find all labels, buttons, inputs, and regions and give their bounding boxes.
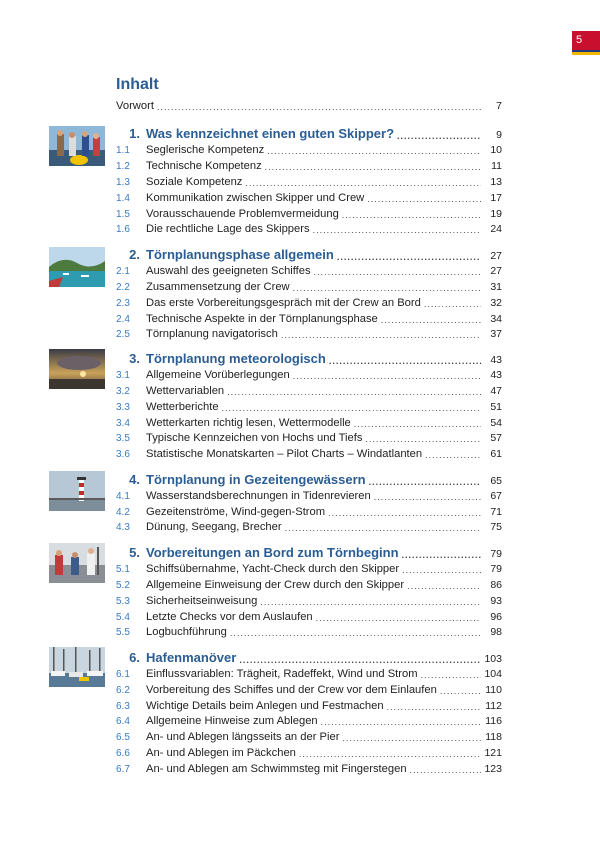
section-number: 3.3 [116, 402, 130, 413]
section-title: Gezeitenströme, Wind-gegen-Strom [146, 506, 326, 518]
section-number: 1.6 [116, 224, 130, 235]
section-title: Statistische Monatskarten – Pilot Charts – Windatlanten [146, 448, 423, 460]
dot-leader [440, 686, 481, 696]
section-page: 86 [490, 579, 502, 591]
dot-leader [293, 283, 481, 293]
section-page: 19 [490, 208, 502, 220]
chapter-number: 2. [129, 247, 140, 262]
section-page: 43 [490, 369, 502, 381]
toc-entry[interactable] [116, 326, 502, 340]
section-title: An- und Ablegen längsseits an der Pier [146, 731, 340, 743]
toc-entry[interactable] [116, 519, 502, 533]
dot-leader [267, 146, 481, 156]
section-number: 5.5 [116, 627, 130, 638]
page-number-tab [572, 31, 600, 52]
dot-leader [260, 597, 481, 607]
section-page: 67 [490, 490, 502, 502]
section-title: Soziale Kompetenz [146, 176, 243, 188]
section-number: 3.5 [116, 433, 130, 444]
section-title: Kommunikation zwischen Skipper und Crew [146, 192, 365, 204]
toc-entry[interactable] [116, 577, 502, 591]
toc-entry-foreword[interactable] [116, 98, 502, 112]
section-page: 31 [490, 281, 502, 293]
section-title: Vorausschauende Problemvermeidung [146, 208, 339, 220]
section-number: 2.2 [116, 282, 130, 293]
section-page: 98 [490, 626, 502, 638]
section-title: Törnplanung navigatorisch [146, 328, 278, 340]
section-number: 5.2 [116, 580, 130, 591]
section-page: 123 [484, 763, 502, 775]
dot-leader [245, 178, 481, 188]
section-number: 2.1 [116, 266, 130, 277]
chapter-5-photo [49, 543, 105, 583]
toc-entry[interactable] [116, 190, 502, 204]
section-number: 6.7 [116, 764, 130, 775]
toc-entry[interactable] [116, 593, 502, 607]
dot-leader [424, 299, 481, 309]
section-page: 75 [490, 521, 502, 533]
section-number: 3.2 [116, 386, 130, 397]
toc-entry[interactable] [116, 221, 502, 235]
dot-leader [342, 733, 481, 743]
dot-leader [313, 225, 481, 235]
section-number: 1.1 [116, 145, 130, 156]
section-page: 71 [490, 506, 502, 518]
section-page: 10 [490, 144, 502, 156]
dot-leader [374, 492, 481, 502]
section-page: 116 [485, 715, 502, 727]
chapter-page: 103 [484, 653, 502, 665]
toc-entry[interactable] [116, 624, 502, 638]
dot-leader [230, 628, 481, 638]
chapter-page: 9 [496, 129, 502, 141]
section-number: 4.2 [116, 507, 130, 518]
section-title: Die rechtliche Lage des Skippers [146, 223, 310, 235]
section-page: 51 [490, 401, 502, 413]
section-title: Auswahl des geeigneten Schiffes [146, 265, 311, 277]
section-page: 118 [485, 731, 502, 743]
toc-entry[interactable] [116, 158, 502, 172]
dot-leader [381, 315, 481, 325]
section-number: 5.4 [116, 612, 130, 623]
section-title: Einflussvariablen: Trägheit, Radeffekt, Wind und Strom [146, 668, 418, 680]
section-number: 6.2 [116, 685, 130, 696]
section-page: 110 [485, 684, 502, 696]
dot-leader [293, 371, 481, 381]
section-page: 61 [490, 448, 502, 460]
chapter-page: 79 [490, 548, 502, 560]
chapter-title: Törnplanungsphase allgemein [146, 247, 334, 262]
toc-entry[interactable] [116, 430, 502, 444]
section-title: Allgemeine Vorüberlegungen [146, 369, 290, 381]
toc-entry[interactable] [116, 367, 502, 381]
chapter-page: 27 [490, 250, 502, 262]
chapter-heading-3[interactable] [116, 349, 502, 366]
toc-entry[interactable] [116, 142, 502, 156]
section-title: Seglerische Kompetenz [146, 144, 265, 156]
toc-entry[interactable] [116, 682, 502, 696]
chapter-number: 6. [129, 650, 140, 665]
section-page: 112 [485, 700, 502, 712]
section-title: An- und Ablegen am Schwimmsteg mit Fingerstegen [146, 763, 407, 775]
section-page: 11 [491, 160, 502, 172]
section-page: 54 [490, 417, 502, 429]
toc-entry[interactable] [116, 295, 502, 309]
tab-stripe-yellow [572, 52, 600, 55]
dot-leader [265, 162, 481, 172]
section-page: 57 [490, 432, 502, 444]
toc-entry[interactable] [116, 698, 502, 712]
chapter-title: Hafenmanöver [146, 650, 237, 665]
section-title: Sicherheitseinweisung [146, 595, 258, 607]
section-title: Typische Kennzeichen von Hochs und Tiefs [146, 432, 363, 444]
section-number: 2.5 [116, 329, 130, 340]
section-number: 5.3 [116, 596, 130, 607]
dot-leader [316, 613, 481, 623]
toc-entry[interactable] [116, 174, 502, 188]
toc-entry[interactable] [116, 666, 502, 680]
section-title: Wasserstandsberechnungen in Tidenrevieren [146, 490, 371, 502]
section-number: 6.1 [116, 669, 130, 680]
section-page: 121 [484, 747, 502, 759]
section-number: 4.3 [116, 522, 130, 533]
toc-entry[interactable] [116, 488, 502, 502]
section-number: 2.3 [116, 298, 130, 309]
chapter-number: 4. [129, 472, 140, 487]
section-title: Allgemeine Einweisung der Crew durch den Skipper [146, 579, 405, 591]
chapter-title: Törnplanung in Gezeitengewässern [146, 472, 366, 487]
dot-leader [239, 655, 481, 665]
section-number: 3.1 [116, 370, 130, 381]
section-title: Zusammensetzung der Crew [146, 281, 290, 293]
chapter-3-photo [49, 349, 105, 389]
dot-leader [222, 403, 481, 413]
section-title: Schiffsübernahme, Yacht-Check durch den Skipper [146, 563, 400, 575]
chapter-6-photo [49, 647, 105, 687]
toc-entry[interactable] [116, 415, 502, 429]
chapter-heading-4[interactable] [116, 470, 502, 487]
section-page: 47 [490, 385, 502, 397]
section-title: Wetterkarten richtig lesen, Wettermodelle [146, 417, 351, 429]
dot-leader [402, 565, 481, 575]
section-title: Letzte Checks vor dem Auslaufen [146, 611, 313, 623]
toc-entry[interactable] [116, 729, 502, 743]
section-number: 1.3 [116, 177, 130, 188]
section-number: 2.4 [116, 314, 130, 325]
section-title: Technische Kompetenz [146, 160, 262, 172]
chapter-number: 3. [129, 351, 140, 366]
chapter-title: Vorbereitungen an Bord zum Törnbeginn [146, 545, 399, 560]
section-title: Wichtige Details beim Anlegen und Festmachen [146, 700, 384, 712]
chapter-heading-1[interactable] [116, 124, 502, 141]
dot-leader [342, 210, 481, 220]
chapter-1-photo [49, 126, 105, 166]
toc-entry[interactable] [116, 713, 502, 727]
section-page: 96 [490, 611, 502, 623]
section-title: Wettervariablen [146, 385, 225, 397]
chapter-4-photo [49, 471, 105, 511]
toc-entry[interactable] [116, 206, 502, 220]
toc-entry[interactable] [116, 745, 502, 759]
section-number: 3.4 [116, 418, 130, 429]
dot-leader [227, 387, 481, 397]
dot-leader [285, 523, 481, 533]
dot-leader [329, 356, 481, 366]
section-page: 37 [490, 328, 502, 340]
section-number: 1.5 [116, 209, 130, 220]
dot-leader [365, 434, 481, 444]
toc-entry[interactable] [116, 761, 502, 775]
chapter-heading-5[interactable] [116, 543, 502, 560]
section-title: Dünung, Seegang, Brecher [146, 521, 282, 533]
dot-leader [299, 749, 481, 759]
section-number: 4.1 [116, 491, 130, 502]
section-title: Allgemeine Hinweise zum Ablegen [146, 715, 318, 727]
dot-leader [367, 194, 481, 204]
section-title: Vorbereitung des Schiffes und der Crew vor dem Einlaufen [146, 684, 437, 696]
section-page: 79 [490, 563, 502, 575]
toc-entry[interactable] [116, 279, 502, 293]
chapter-heading-6[interactable] [116, 648, 502, 665]
section-number: 1.2 [116, 161, 130, 172]
dot-leader [425, 450, 481, 460]
dot-leader [281, 330, 481, 340]
section-number: 6.5 [116, 732, 130, 743]
toc-entry[interactable] [116, 263, 502, 277]
page-title: Inhalt [116, 76, 159, 93]
dot-leader [397, 131, 481, 141]
toc-entry[interactable] [116, 311, 502, 325]
dot-leader [328, 508, 481, 518]
section-page: 34 [490, 313, 502, 325]
dot-leader [337, 252, 481, 262]
section-number: 6.6 [116, 748, 130, 759]
section-page: 27 [490, 265, 502, 277]
section-number: 1.4 [116, 193, 130, 204]
chapter-heading-2[interactable] [116, 245, 502, 262]
dot-leader [421, 670, 481, 680]
toc-entry-title: Vorwort [116, 100, 154, 112]
section-number: 3.6 [116, 449, 130, 460]
chapter-title: Was kennzeichnet einen guten Skipper? [146, 126, 395, 141]
dot-leader [157, 102, 481, 112]
toc-entry-page: 7 [496, 100, 502, 112]
toc-entry[interactable] [116, 446, 502, 460]
toc-entry[interactable] [116, 609, 502, 623]
chapter-page: 65 [490, 475, 502, 487]
dot-leader [369, 477, 481, 487]
section-title: Technische Aspekte in der Törnplanungsphase [146, 313, 378, 325]
toc-entry[interactable] [116, 383, 502, 397]
section-page: 24 [490, 223, 502, 235]
dot-leader [410, 765, 481, 775]
section-page: 104 [484, 668, 502, 680]
toc-entry[interactable] [116, 399, 502, 413]
chapter-number: 5. [129, 545, 140, 560]
chapter-number: 1. [129, 126, 140, 141]
toc-entry[interactable] [116, 561, 502, 575]
dot-leader [354, 419, 481, 429]
section-title: Logbuchführung [146, 626, 227, 638]
dot-leader [321, 717, 481, 727]
section-page: 17 [490, 192, 502, 204]
section-title: An- und Ablegen im Päckchen [146, 747, 296, 759]
section-title: Wetterberichte [146, 401, 219, 413]
toc-entry[interactable] [116, 504, 502, 518]
section-number: 5.1 [116, 564, 130, 575]
chapter-page: 43 [490, 354, 502, 366]
dot-leader [387, 702, 481, 712]
dot-leader [402, 550, 481, 560]
chapter-2-photo [49, 247, 105, 287]
section-title: Das erste Vorbereitungsgespräch mit der Crew an Bord [146, 297, 421, 309]
section-page: 13 [490, 176, 502, 188]
dot-leader [314, 267, 481, 277]
dot-leader [407, 581, 481, 591]
section-page: 32 [490, 297, 502, 309]
chapter-title: Törnplanung meteorologisch [146, 351, 326, 366]
page-number: 5 [572, 31, 600, 50]
section-number: 6.4 [116, 716, 130, 727]
section-page: 93 [490, 595, 502, 607]
section-number: 6.3 [116, 701, 130, 712]
